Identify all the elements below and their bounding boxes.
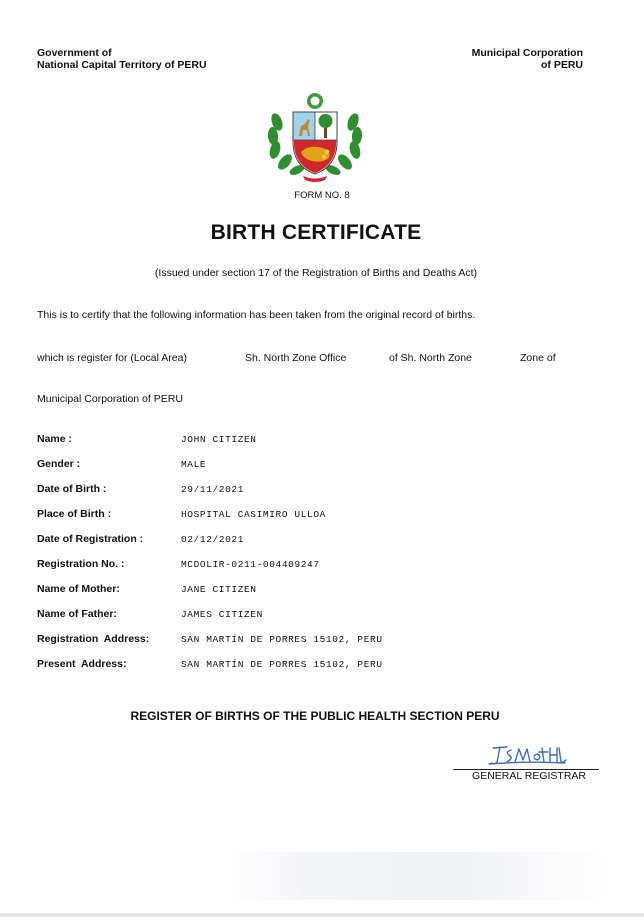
header-right-line1: Municipal Corporation bbox=[471, 47, 583, 59]
field-label: Place of Birth : bbox=[37, 508, 112, 520]
local-area-zone: of Sh. North Zone bbox=[389, 352, 472, 364]
field-value: 29/11/2021 bbox=[181, 484, 245, 495]
header-right-line2: of PERU bbox=[541, 59, 583, 71]
field-value: SAN MARTÍN DE PORRES 15102, PERU bbox=[181, 659, 383, 670]
municipal-corporation-line: Municipal Corporation of PERU bbox=[37, 393, 183, 405]
field-label: Gender : bbox=[37, 458, 81, 470]
field-label: Name of Mother: bbox=[37, 583, 120, 595]
field-label: Date of Registration : bbox=[37, 533, 144, 545]
field-label: Registration No. : bbox=[37, 558, 125, 570]
field-value: HOSPITAL CASIMIRO ULLOA bbox=[181, 509, 326, 520]
certification-statement: This is to certify that the following information has been taken from the original record of births. bbox=[37, 309, 476, 321]
header-left-line1: Government of bbox=[37, 47, 112, 59]
local-area-zone-of: Zone of bbox=[520, 352, 556, 364]
local-area-label: which is register for (Local Area) bbox=[37, 352, 187, 364]
general-registrar-label: GENERAL REGISTRAR bbox=[472, 770, 586, 782]
header-government bbox=[37, 47, 207, 71]
field-value: JANE CITIZEN bbox=[181, 584, 257, 595]
field-value: MCDOLIR-0211-004409247 bbox=[181, 559, 320, 570]
field-value: JOHN CITIZEN bbox=[181, 434, 257, 445]
field-value: 02/12/2021 bbox=[181, 534, 245, 545]
page-bottom-edge bbox=[0, 913, 644, 917]
certificate-title: BIRTH CERTIFICATE bbox=[210, 221, 422, 244]
header-left-line2: National Capital Territory of PERU bbox=[37, 59, 207, 71]
scan-smudge bbox=[228, 852, 608, 900]
form-number: FORM NO. 8 bbox=[294, 190, 350, 201]
field-value: MALE bbox=[181, 459, 207, 470]
local-area-office: Sh. North Zone Office bbox=[245, 352, 347, 364]
field-label: Name : bbox=[37, 433, 73, 445]
field-value: JAMES CITIZEN bbox=[181, 609, 263, 620]
field-label: Date of Birth : bbox=[37, 483, 107, 495]
header-municipal bbox=[472, 47, 583, 71]
certificate-subtitle: (Issued under section 17 of the Registration of Births and Deaths Act) bbox=[154, 267, 478, 279]
peru-coat-of-arms-icon bbox=[265, 92, 365, 182]
handwritten-signature-icon bbox=[487, 742, 567, 768]
field-value: SAN MARTÍN DE PORRES 15102, PERU bbox=[181, 634, 383, 645]
register-section-title: REGISTER OF BIRTHS OF THE PUBLIC HEALTH SECTION PERU bbox=[130, 709, 500, 723]
field-label: Name of Father: bbox=[37, 608, 117, 620]
field-label: Present Address: bbox=[37, 658, 127, 670]
field-label: Registration Address: bbox=[37, 633, 150, 645]
